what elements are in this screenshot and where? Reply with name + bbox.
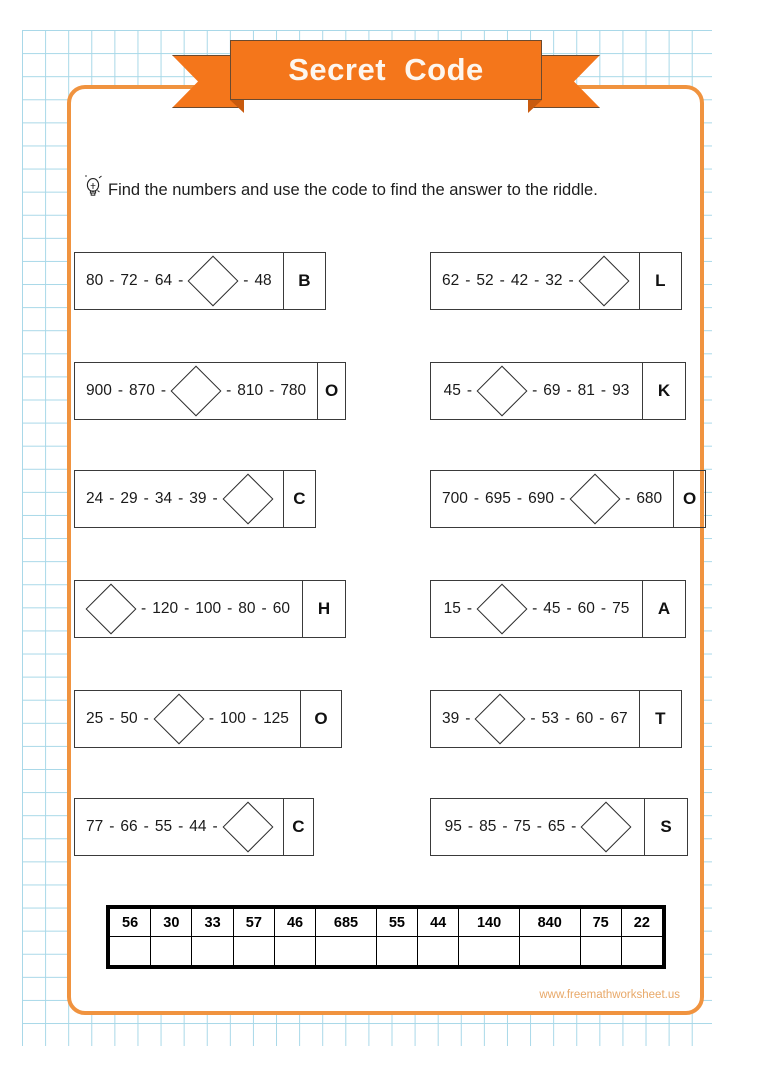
sequence-number: 85 bbox=[479, 818, 497, 835]
problem-sequence bbox=[430, 362, 642, 420]
problem-box bbox=[74, 798, 314, 856]
sequence-number: 125 bbox=[263, 710, 289, 727]
sequence-dash: - bbox=[502, 818, 508, 835]
problem-code-letter: S bbox=[644, 798, 688, 856]
problem-box bbox=[430, 470, 706, 528]
code-number-cell: 46 bbox=[274, 909, 315, 937]
sequence-dash: - bbox=[536, 818, 542, 835]
problem-code-letter: O bbox=[300, 690, 342, 748]
sequence-number: 81 bbox=[577, 382, 595, 399]
code-number-cell: 57 bbox=[233, 909, 274, 937]
sequence-number: 39 bbox=[442, 710, 460, 727]
problem-code-letter: C bbox=[283, 798, 314, 856]
code-answer-cell[interactable] bbox=[376, 937, 417, 966]
problem-code-letter: A bbox=[642, 580, 686, 638]
missing-number-diamond[interactable] bbox=[477, 584, 528, 635]
problem-box bbox=[74, 252, 326, 310]
footer-url: www.freemathworksheet.us bbox=[539, 989, 680, 1001]
sequence-tokens bbox=[441, 701, 629, 737]
code-number-cell: 75 bbox=[580, 909, 621, 937]
sequence-dash: - bbox=[178, 272, 184, 289]
sequence-number: 95 bbox=[444, 818, 462, 835]
sequence-tokens bbox=[85, 373, 307, 409]
sequence-tokens bbox=[86, 591, 291, 627]
sequence-dash: - bbox=[466, 600, 473, 617]
sequence-dash: - bbox=[466, 382, 473, 399]
sequence-dash: - bbox=[534, 272, 540, 289]
problem-sequence bbox=[74, 580, 302, 638]
sequence-dash: - bbox=[117, 382, 124, 399]
missing-number-diamond[interactable] bbox=[581, 802, 632, 853]
problem-box bbox=[430, 580, 686, 638]
sequence-number: 53 bbox=[541, 710, 559, 727]
code-answer-cell[interactable] bbox=[316, 937, 377, 966]
sequence-number: 690 bbox=[528, 490, 554, 507]
code-answer-cell[interactable] bbox=[233, 937, 274, 966]
sequence-dash: - bbox=[184, 600, 190, 617]
sequence-number: 55 bbox=[154, 818, 173, 835]
sequence-number: 680 bbox=[636, 490, 663, 507]
code-table-grid bbox=[109, 908, 663, 966]
code-answer-cell[interactable] bbox=[519, 937, 580, 966]
sequence-number: 42 bbox=[510, 272, 529, 289]
code-table-number-row bbox=[110, 909, 663, 937]
sequence-dash: - bbox=[109, 490, 115, 507]
banner-center-panel bbox=[230, 40, 542, 100]
sequence-dash: - bbox=[465, 710, 471, 727]
sequence-number: 62 bbox=[442, 272, 460, 289]
page-title: Secret Code bbox=[288, 52, 484, 87]
sequence-number: 25 bbox=[86, 710, 104, 727]
sequence-dash: - bbox=[532, 600, 538, 617]
code-number-cell: 140 bbox=[459, 909, 520, 937]
problem-code-letter: O bbox=[673, 470, 706, 528]
sequence-number: 60 bbox=[577, 600, 595, 617]
sequence-tokens bbox=[444, 809, 632, 845]
sequence-dash: - bbox=[559, 490, 566, 507]
code-answer-cell[interactable] bbox=[580, 937, 621, 966]
title-banner bbox=[172, 40, 600, 108]
instructions-block bbox=[84, 175, 684, 206]
problem-code-letter: O bbox=[317, 362, 346, 420]
sequence-dash: - bbox=[212, 490, 218, 507]
problem-code-letter: C bbox=[283, 470, 316, 528]
sequence-dash: - bbox=[243, 272, 249, 289]
problem-box bbox=[74, 362, 346, 420]
code-answer-cell[interactable] bbox=[274, 937, 315, 966]
sequence-number: 900 bbox=[86, 382, 112, 399]
code-answer-cell[interactable] bbox=[110, 937, 151, 966]
sequence-number: 120 bbox=[152, 600, 179, 617]
problem-code-letter: K bbox=[642, 362, 686, 420]
sequence-number: 695 bbox=[485, 490, 511, 507]
sequence-number: 60 bbox=[272, 600, 290, 617]
sequence-dash: - bbox=[571, 818, 577, 835]
sequence-number: 72 bbox=[120, 272, 138, 289]
sequence-dash: - bbox=[530, 710, 536, 727]
sequence-number: 44 bbox=[189, 818, 207, 835]
problem-box bbox=[430, 690, 682, 748]
code-number-cell: 33 bbox=[192, 909, 233, 937]
missing-number-diamond[interactable] bbox=[171, 366, 222, 417]
problem-sequence bbox=[430, 580, 642, 638]
sequence-dash: - bbox=[532, 382, 538, 399]
missing-number-diamond[interactable] bbox=[578, 256, 629, 307]
sequence-number: 75 bbox=[513, 818, 531, 835]
code-number-cell: 685 bbox=[316, 909, 377, 937]
problem-sequence bbox=[430, 252, 639, 310]
sequence-number: 870 bbox=[129, 382, 155, 399]
sequence-number: 48 bbox=[254, 272, 272, 289]
problem-sequence bbox=[430, 798, 644, 856]
sequence-dash: - bbox=[141, 600, 147, 617]
sequence-number: 29 bbox=[120, 490, 138, 507]
code-answer-cell[interactable] bbox=[151, 937, 192, 966]
sequence-dash: - bbox=[212, 818, 218, 835]
problem-sequence bbox=[74, 798, 283, 856]
sequence-tokens bbox=[85, 481, 273, 517]
sequence-dash: - bbox=[566, 382, 572, 399]
sequence-tokens bbox=[441, 481, 663, 517]
sequence-tokens bbox=[85, 263, 273, 299]
sequence-number: 80 bbox=[86, 272, 104, 289]
sequence-dash: - bbox=[465, 272, 471, 289]
code-number-cell: 840 bbox=[519, 909, 580, 937]
sequence-number: 64 bbox=[154, 272, 173, 289]
sequence-dash: - bbox=[600, 382, 607, 399]
sequence-number: 52 bbox=[476, 272, 494, 289]
sequence-tokens bbox=[85, 809, 273, 845]
sequence-dash: - bbox=[109, 710, 115, 727]
sequence-number: 65 bbox=[547, 818, 566, 835]
problem-box bbox=[430, 798, 688, 856]
sequence-number: 66 bbox=[120, 818, 138, 835]
sequence-number: 77 bbox=[86, 818, 104, 835]
sequence-tokens bbox=[443, 591, 631, 627]
secret-code-table bbox=[106, 905, 666, 969]
sequence-dash: - bbox=[143, 710, 149, 727]
missing-number-diamond[interactable] bbox=[188, 256, 239, 307]
problem-box bbox=[74, 580, 346, 638]
sequence-number: 67 bbox=[610, 710, 628, 727]
sequence-dash: - bbox=[269, 382, 275, 399]
code-answer-cell[interactable] bbox=[418, 937, 459, 966]
sequence-tokens bbox=[85, 701, 290, 737]
sequence-dash: - bbox=[566, 600, 572, 617]
missing-number-diamond[interactable] bbox=[475, 694, 526, 745]
missing-number-diamond[interactable] bbox=[222, 802, 273, 853]
sequence-number: 24 bbox=[86, 490, 104, 507]
sequence-number: 75 bbox=[612, 600, 630, 617]
sequence-number: 100 bbox=[195, 600, 222, 617]
sequence-tokens bbox=[441, 263, 629, 299]
code-answer-cell[interactable] bbox=[192, 937, 233, 966]
sequence-dash: - bbox=[568, 272, 574, 289]
sequence-number: 34 bbox=[154, 490, 173, 507]
problem-sequence bbox=[430, 470, 673, 528]
sequence-number: 93 bbox=[612, 382, 630, 399]
sequence-number: 810 bbox=[237, 382, 264, 399]
sequence-dash: - bbox=[564, 710, 571, 727]
problem-sequence bbox=[74, 252, 283, 310]
sequence-tokens bbox=[443, 373, 631, 409]
sequence-number: 69 bbox=[543, 382, 561, 399]
sequence-dash: - bbox=[178, 818, 184, 835]
sequence-number: 45 bbox=[443, 382, 461, 399]
problem-code-letter: L bbox=[639, 252, 682, 310]
sequence-number: 15 bbox=[443, 600, 461, 617]
sequence-dash: - bbox=[143, 490, 149, 507]
missing-number-diamond[interactable] bbox=[86, 584, 137, 635]
problem-code-letter: H bbox=[302, 580, 346, 638]
lightbulb-icon bbox=[84, 175, 106, 206]
problem-box bbox=[74, 470, 316, 528]
problem-sequence bbox=[430, 690, 639, 748]
sequence-dash: - bbox=[599, 710, 605, 727]
missing-number-diamond[interactable] bbox=[477, 366, 528, 417]
sequence-number: 32 bbox=[545, 272, 563, 289]
problem-sequence bbox=[74, 362, 317, 420]
code-table-answer-row bbox=[110, 937, 663, 966]
sequence-dash: - bbox=[467, 818, 474, 835]
missing-number-diamond[interactable] bbox=[153, 694, 204, 745]
sequence-number: 60 bbox=[576, 710, 594, 727]
code-number-cell: 22 bbox=[621, 909, 662, 937]
sequence-dash: - bbox=[143, 818, 149, 835]
missing-number-diamond[interactable] bbox=[570, 474, 621, 525]
sequence-number: 780 bbox=[280, 382, 307, 399]
problem-sequence bbox=[74, 470, 283, 528]
sequence-dash: - bbox=[160, 382, 167, 399]
sequence-dash: - bbox=[600, 600, 607, 617]
code-answer-cell[interactable] bbox=[621, 937, 662, 966]
code-number-cell: 56 bbox=[110, 909, 151, 937]
problem-box bbox=[74, 690, 342, 748]
problem-box bbox=[430, 252, 682, 310]
sequence-dash: - bbox=[109, 818, 115, 835]
sequence-number: 700 bbox=[442, 490, 468, 507]
sequence-dash: - bbox=[109, 272, 115, 289]
sequence-number: 80 bbox=[238, 600, 256, 617]
sequence-dash: - bbox=[625, 490, 631, 507]
code-number-cell: 55 bbox=[376, 909, 417, 937]
sequence-dash: - bbox=[143, 272, 149, 289]
code-answer-cell[interactable] bbox=[459, 937, 520, 966]
sequence-number: 39 bbox=[189, 490, 207, 507]
missing-number-diamond[interactable] bbox=[222, 474, 273, 525]
problem-box bbox=[430, 362, 686, 420]
code-number-cell: 44 bbox=[418, 909, 459, 937]
sequence-dash: - bbox=[208, 710, 215, 727]
sequence-dash: - bbox=[261, 600, 267, 617]
sequence-dash: - bbox=[473, 490, 480, 507]
sequence-dash: - bbox=[178, 490, 184, 507]
sequence-number: 45 bbox=[543, 600, 561, 617]
code-number-cell: 30 bbox=[151, 909, 192, 937]
sequence-dash: - bbox=[226, 382, 232, 399]
sequence-dash: - bbox=[516, 490, 523, 507]
problem-sequence bbox=[74, 690, 300, 748]
sequence-dash: - bbox=[251, 710, 258, 727]
instructions-text: Find the numbers and use the code to find the answer to the riddle. bbox=[108, 181, 598, 199]
sequence-number: 50 bbox=[120, 710, 138, 727]
sequence-dash: - bbox=[499, 272, 505, 289]
problem-code-letter: B bbox=[283, 252, 326, 310]
sequence-dash: - bbox=[227, 600, 233, 617]
problem-code-letter: T bbox=[639, 690, 682, 748]
worksheet-card bbox=[67, 85, 704, 1015]
sequence-number: 100 bbox=[220, 710, 246, 727]
